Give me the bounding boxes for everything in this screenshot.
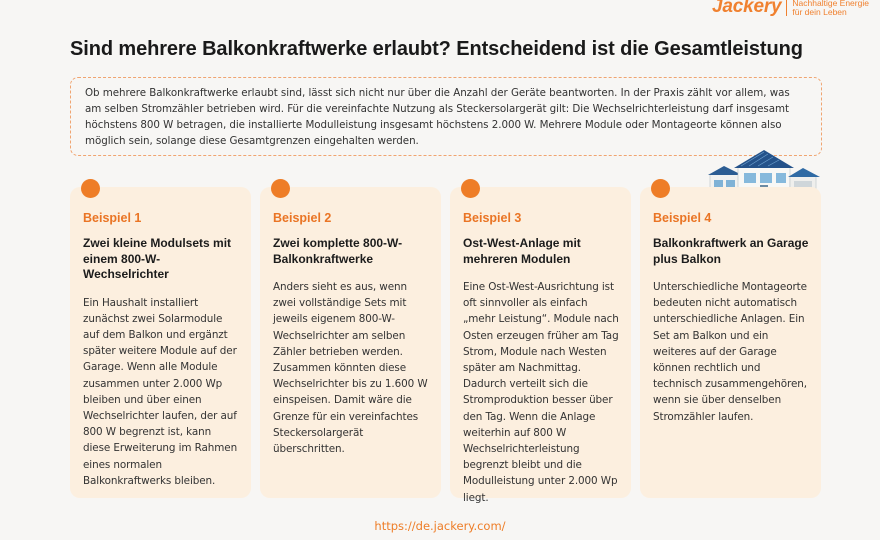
example-card-4 (640, 187, 821, 498)
card-label: Beispiel 1 (83, 211, 142, 225)
example-card-3 (450, 187, 631, 504)
card-label: Beispiel 4 (653, 211, 712, 225)
card-heading: Zwei komplette 800-W-Balkonkraftwerke (273, 236, 403, 266)
card-body: Unterschiedliche Montageorte bedeuten nicht automatisch unterschiedliche Anlagen. Ein Set am Balkon und ein weiteres auf der Garage können rechtlich und technisch zusammengehören, wenn sie über denselben Stromzähler laufen. (653, 281, 807, 423)
card-body: Ein Haushalt installiert zunächst zwei Solarmodule auf dem Balkon und ergänzt später weitere Module auf der Garage. Wenn alle Module zusammen unter 2.000 Wp bleiben und über einen Wechselrichter laufen, der auf 800 W begrenzt ist, kann diese Erweiterung im Rahmen eines normalen Balkonkraftwerks bleiben. (83, 296, 238, 487)
orange-dot-icon (271, 179, 290, 198)
example-card-1 (70, 187, 251, 498)
logo-tagline-line2: für dein Leben (792, 7, 847, 17)
logo-wordmark: Jackery (712, 0, 782, 17)
card-label: Beispiel 3 (463, 211, 522, 225)
orange-dot-icon (81, 179, 100, 198)
logo-tagline (792, 0, 869, 17)
card-label: Beispiel 2 (273, 211, 332, 225)
brand-logo[interactable] (712, 0, 869, 20)
source-url-link[interactable]: https://de.jackery.com/ (374, 519, 506, 533)
orange-dot-icon (461, 179, 480, 198)
intro-text: Ob mehrere Balkonkraftwerke erlaubt sind, lässt sich nicht nur über die Anzahl der Geräte beantworten. In der Praxis zählt vor allem, was am selben Stromzähler betrieben wird. Für die vereinfachte Nutzung als Steckersolargerät gilt: Die Wechselrichterleistung darf insgesamt höchstens 800 W betragen, die installierte Modulleistung insgesamt höchstens 2.000 W. Mehrere Module oder Montageorte können also möglich sein, solange diese Gesamtgrenzen eingehalten werden. (85, 87, 790, 147)
card-body: Eine Ost-West-Ausrichtung ist oft sinnvoller als einfach „mehr Leistung“. Module nach Osten erzeugen früher am Tag Strom, Module nach Westen später am Nachmittag. Dadurch verteilt sich die Stromproduktion besser über den Tag. Wenn die Anlage weiterhin auf 800 W Wechselrichterleistung begrenzt bleibt und die Modulleistung unter 2.000 Wp liegt. (463, 281, 619, 504)
card-body: Anders sieht es aus, wenn zwei vollständige Sets mit jeweils eigenem 800-W-Wechselrichter am selben Zähler betrieben werden. Zusammen könnten diese Wechselrichter bis zu 1.600 W einspeisen. Damit wäre die Grenze für ein vereinfachtes Steckersolargerät überschritten. (273, 281, 428, 456)
card-heading: Ost-West-Anlage mit mehreren Modulen (463, 236, 581, 266)
intro-box (70, 77, 822, 156)
logo-divider (786, 0, 787, 16)
page-title: Sind mehrere Balkonkraftwerke erlaubt? Entscheidend ist die Gesamtleistung (70, 38, 803, 60)
example-card-2 (260, 187, 441, 498)
orange-dot-icon (651, 179, 670, 198)
card-heading: Zwei kleine Modulsets mit einem 800-W-Wechselrichter (83, 236, 232, 281)
logo-tagline-line1: Nachhaltige Energie (792, 0, 869, 8)
card-heading: Balkonkraftwerk an Garage plus Balkon (653, 236, 809, 266)
